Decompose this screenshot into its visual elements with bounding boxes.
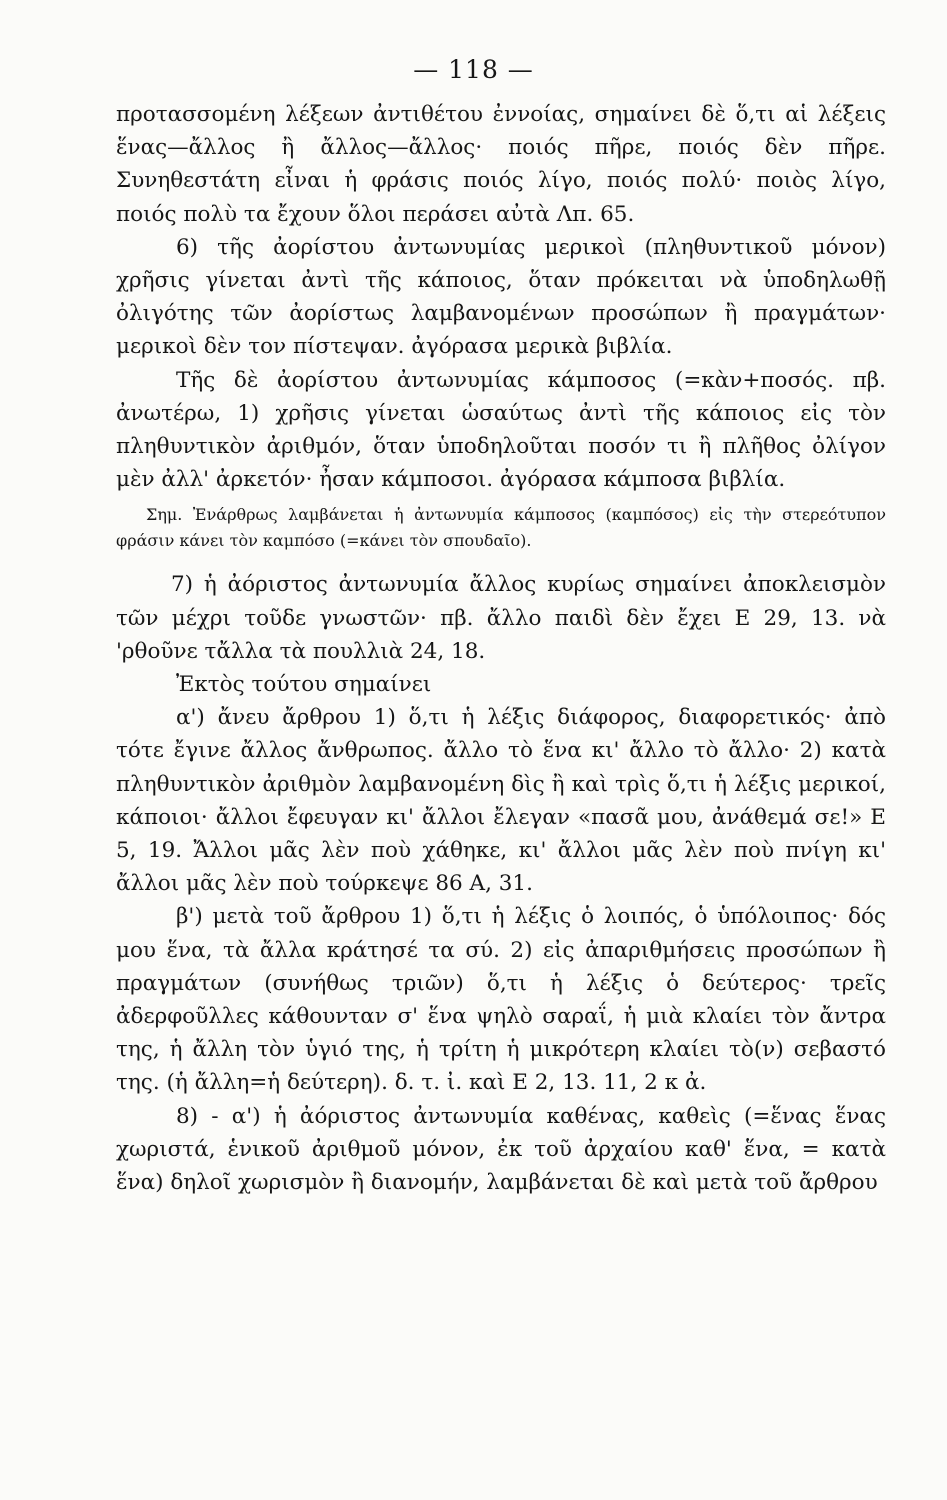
paragraph-continuation: προτασσομένη λέξεων ἀντιθέτου ἐννοίας, σημαίνει δὲ ὅ,τι αἱ λέξεις ἕνας—ἄλλος ἢ ἄλλος—ἄλλος· ποιός πῆρε, ποιός δὲν πῆρε. Συνηθεστάτη εἶναι ἡ φράσις ποιός λίγο, ποιός πολύ· ποιὸς λίγο, ποιός πολὺ τα ἔχουν ὅλοι περάσει αὐτὰ Λπ. 65.: [116, 102, 886, 227]
page-number: — 118 —: [413, 55, 534, 84]
paragraph-kamposos: Τῆς δὲ ἀορίστου ἀντωνυμίας κάμποσος (=κὰν+ποσός. πβ. ἀνωτέρω, 1) χρῆσις γίνεται ὡσαύτως ἀντὶ τῆς κάποιος εἰς τὸν πληθυντικὸν ἀριθμόν, ὅταν ὑποδηλοῦται ποσόν τι ἢ πλῆθος ὀλίγον μὲν ἀλλ' ἀρκετόν· ἦσαν κάμποσοι. ἀγόρασα κάμποσα βιβλία.: [116, 367, 886, 493]
paragraph-8: 8) - α') ἡ ἀόριστος ἀντωνυμία καθένας, καθεὶς (=ἕνας ἕνας χωριστά, ἑνικοῦ ἀριθμοῦ μόνον, ἐκ τοῦ ἀρχαίου καθ' ἕνα, = κατὰ ἕνα) δηλοῖ χωρισμὸν ἢ διανομήν, λαμβάνεται δὲ καὶ μετὰ τοῦ ἄρθρου: [116, 1103, 886, 1196]
footnote-note: Σημ. Ἐνάρθρως λαμβάνεται ἡ ἀντωνυμία κάμποσος (καμπόσος) εἰς τὴν στερεότυπον φράσιν κάνει τὸν καμπόσο (=κάνει τὸν σπουδαῖο).: [116, 505, 886, 551]
paragraph-beta: β') μετὰ τοῦ ἄρθρου 1) ὅ,τι ἡ λέξις ὁ λοιπός, ὁ ὑπόλοιπος· δός μου ἕνα, τὰ ἄλλα κράτησέ τα σύ. 2) εἰς ἀπαριθμήσεις προσώπων ἢ πραγμάτων (συνήθως τριῶν) ὅ,τι ἡ λέξις ὁ δεύτερος· τρεῖς ἀδερφοῦλλες κάθουνταν σ' ἕνα ψηλὸ σαραΐ, ἡ μιὰ κλαίει τὸν ἄντρα της, ἡ ἄλλη τὸν ὑγιό της, ἡ τρίτη ἡ μικρότερη κλαίει τὸ(ν) σεβαστό της. (ἡ ἄλλη=ἡ δεύτερη). δ. τ. ἰ. καὶ Ε 2, 13. 11, 2 κ ἀ.: [116, 904, 886, 1096]
paragraph-ektos: Ἐκτὸς τούτου σημαίνει: [176, 672, 432, 698]
paragraph-alpha: α') ἄνευ ἄρθρου 1) ὅ,τι ἡ λέξις διάφορος, διαφορετικός· ἀπὸ τότε ἔγινε ἄλλος ἄνθρωπος. ἄλλο τὸ ἕνα κι' ἄλλο τὸ ἄλλο· 2) κατὰ πληθυντικὸν ἀριθμὸν λαμβανομένη δὶς ἢ καὶ τρὶς ὅ,τι ἡ λέξις μερικοί, κάποιοι· ἄλλοι ἔφευγαν κι' ἄλλοι ἔλεγαν «πασᾶ μου, ἀνάθεμά σε!» Ε 5, 19. Ἄλλοι μᾶς λὲν ποὺ χάθηκε, κι' ἄλλοι μᾶς λὲν ποὺ πνίγη κι' ἄλλοι μᾶς λὲν ποὺ τούρκεψε 86 Α, 31.: [116, 705, 886, 897]
page-body: [116, 98, 886, 1199]
paragraph-6: 6) τῆς ἀορίστου ἀντωνυμίας μερικοὶ (πληθυντικοῦ μόνον) χρῆσις γίνεται ἀντὶ τῆς κάποιος, ὅταν πρόκειται νὰ ὑποδηλωθῇ ὀλιγότης τῶν ἀορίστως λαμβανομένων προσώπων ἢ πραγμάτων· μερικοὶ δὲν τον πίστεψαν. ἀγόρασα μερικὰ βιβλία.: [116, 234, 886, 360]
paragraph-7: 7) ἡ ἀόριστος ἀντωνυμία ἄλλος κυρίως σημαίνει ἀποκλεισμὸν τῶν μέχρι τοῦδε γνωστῶν· πβ. ἄλλο παιδὶ δὲν ἔχει Ε 29, 13. νὰ 'ρθοῦνε τἄλλα τὰ πουλλιὰ 24, 18.: [116, 572, 886, 664]
